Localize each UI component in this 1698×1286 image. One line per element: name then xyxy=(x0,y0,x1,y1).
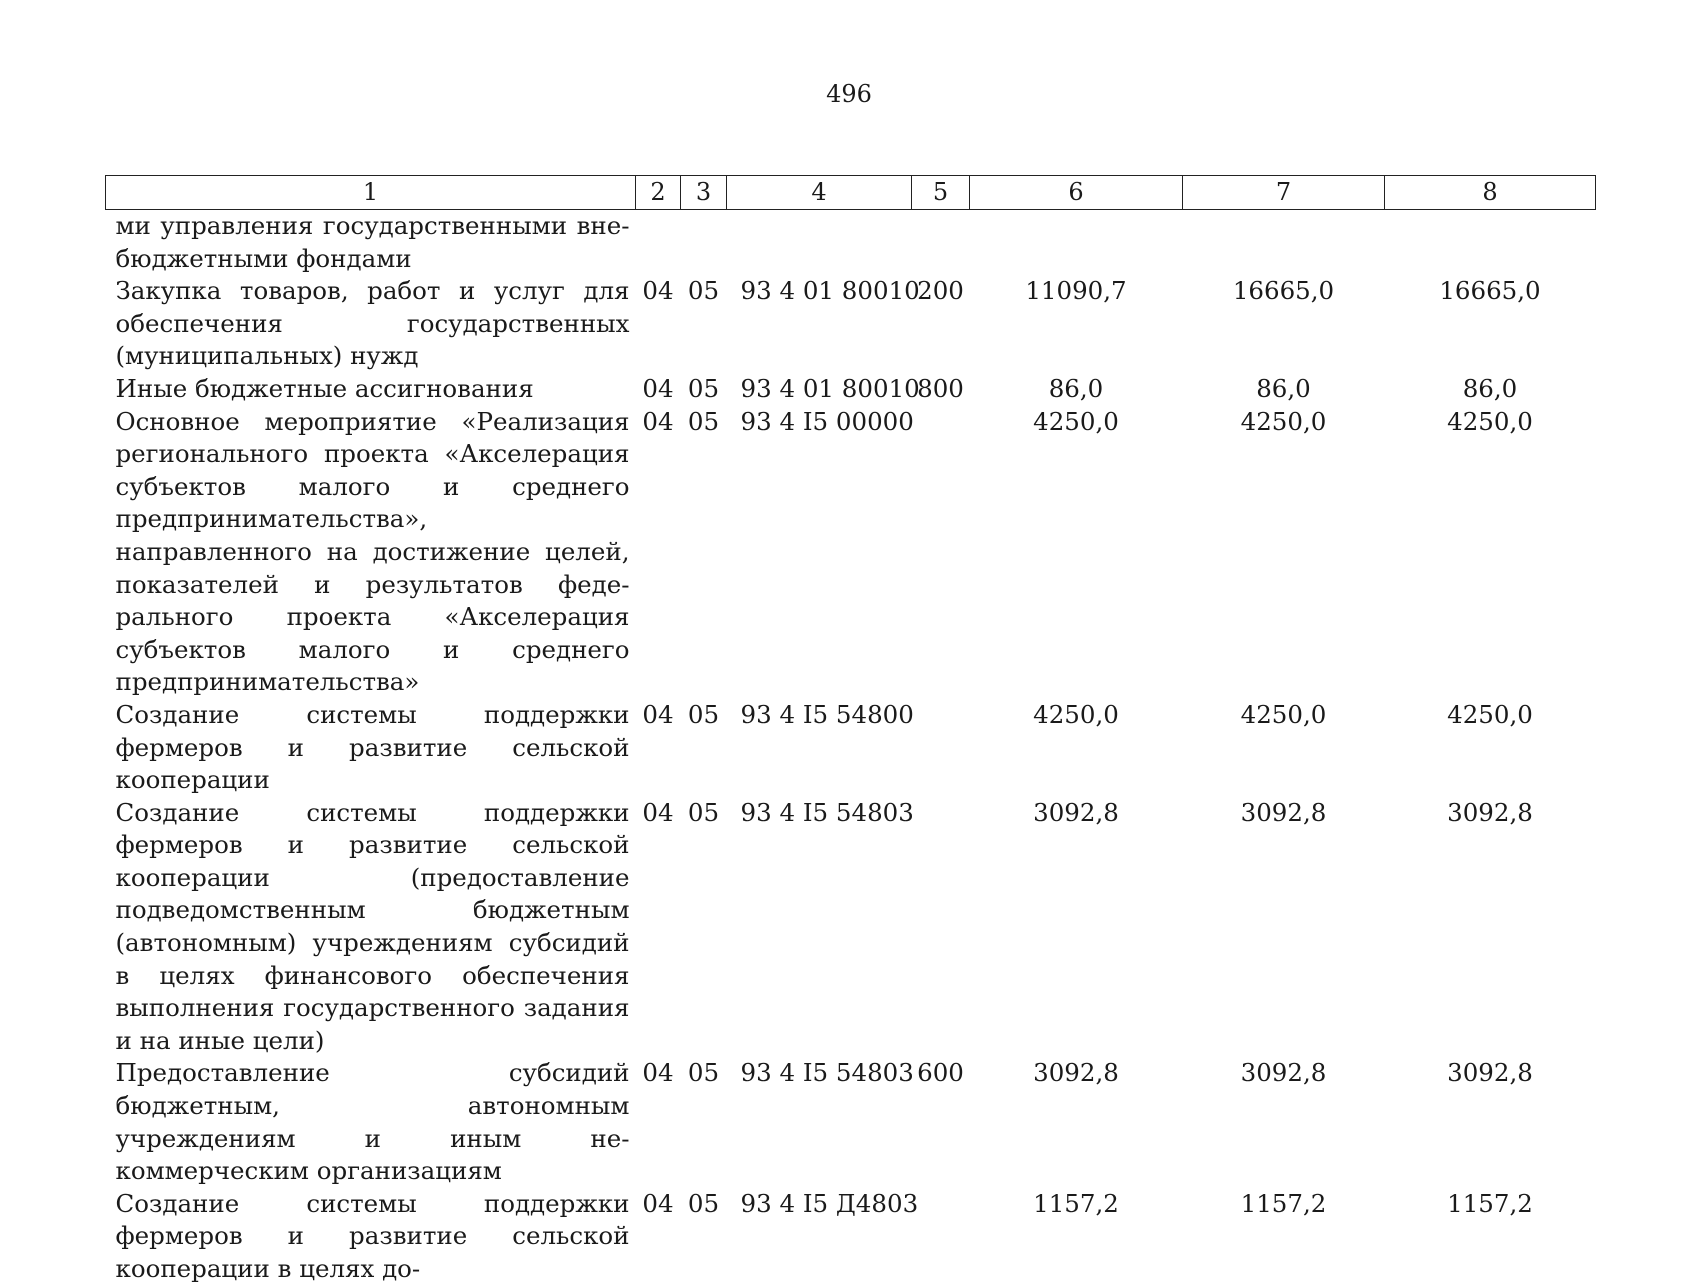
amount-col7: 3092,8 xyxy=(1240,1058,1327,1088)
amount-col8: 4250,0 xyxy=(1447,699,1533,729)
table-row xyxy=(106,797,1596,1058)
target-article-code: 93 4 I5 Д4803 xyxy=(740,1188,919,1218)
item-name: Закупка товаров, работ и услуг для обеспечения государственных (муниципальных) нужд xyxy=(115,276,630,371)
amount-col7: 16665,0 xyxy=(1232,276,1335,306)
column-header-7: 7 xyxy=(1183,176,1385,210)
subsection-code: 05 xyxy=(687,406,720,436)
subsection-code: 05 xyxy=(687,1188,720,1218)
column-header-8: 8 xyxy=(1385,176,1596,210)
table-header xyxy=(106,176,1596,210)
expense-type-code xyxy=(912,797,970,1058)
section-code: 04 xyxy=(642,1188,674,1218)
table-row xyxy=(106,406,1596,699)
table-row xyxy=(106,1188,1596,1286)
expense-type-code xyxy=(912,406,970,699)
target-article-code: 93 4 01 80010 xyxy=(740,373,920,403)
section-code: 04 xyxy=(642,699,674,729)
expense-type-code: 200 xyxy=(917,276,964,306)
amount-col6 xyxy=(970,210,1183,276)
item-name: Создание системы поддержки фермеров и развитие сельской кооперации (предоставление подведомственным бюджетным (автономным) учреждениям субсидий в целях финансового обеспечения выполнения государственного задания и на иные цели) xyxy=(115,797,630,1055)
amount-col7: 86,0 xyxy=(1256,373,1311,403)
header-row xyxy=(106,176,1596,210)
subsection-code xyxy=(681,210,727,276)
amount-col7 xyxy=(1183,210,1385,276)
column-header-1: 1 xyxy=(106,176,636,210)
section-code: 04 xyxy=(642,797,674,827)
amount-col8: 86,0 xyxy=(1462,373,1518,403)
amount-col6: 11090,7 xyxy=(1025,276,1127,306)
table-row xyxy=(106,1057,1596,1187)
subsection-code: 05 xyxy=(687,699,720,729)
amount-col8: 4250,0 xyxy=(1447,406,1533,436)
target-article-code: 93 4 I5 00000 xyxy=(740,406,914,436)
column-header-2: 2 xyxy=(636,176,681,210)
budget-table xyxy=(105,175,1596,1286)
expense-type-code xyxy=(912,1188,970,1286)
expense-type-code xyxy=(912,210,970,276)
target-article-code: 93 4 I5 54803 xyxy=(740,797,914,827)
amount-col7: 4250,0 xyxy=(1240,406,1327,436)
subsection-code: 05 xyxy=(687,276,720,306)
amount-col6: 86,0 xyxy=(1048,373,1104,403)
amount-col8: 3092,8 xyxy=(1447,1058,1533,1088)
table-body xyxy=(106,210,1596,1286)
amount-col6: 4250,0 xyxy=(1033,699,1119,729)
expense-type-code xyxy=(912,699,970,797)
amount-col8: 1157,2 xyxy=(1447,1188,1533,1218)
column-header-5: 5 xyxy=(912,176,970,210)
section-code xyxy=(636,210,681,276)
item-name: Создание системы поддержки фермеров и развитие сельской кооперации xyxy=(115,699,630,795)
section-code: 04 xyxy=(642,276,674,306)
target-article-code: 93 4 I5 54803 xyxy=(740,1058,914,1088)
item-name: Предоставление субсидий бюджетным, автономным учреждениям и иным некоммерческим организациям xyxy=(115,1058,630,1186)
amount-col7: 3092,8 xyxy=(1240,797,1327,827)
amount-col8: 16665,0 xyxy=(1439,276,1541,306)
page-number: 496 xyxy=(826,80,872,108)
expense-type-code: 600 xyxy=(917,1058,964,1088)
amount-col6: 1157,2 xyxy=(1033,1188,1119,1218)
amount-col7: 4250,0 xyxy=(1240,699,1327,729)
amount-col8: 3092,8 xyxy=(1447,797,1533,827)
column-header-6: 6 xyxy=(970,176,1183,210)
target-article-code: 93 4 01 80010 xyxy=(740,276,920,306)
column-header-4: 4 xyxy=(727,176,912,210)
amount-col8 xyxy=(1385,210,1596,276)
item-name: Создание системы поддержки фермеров и развитие сельской кооперации в целях до- xyxy=(115,1188,630,1283)
amount-col6: 3092,8 xyxy=(1033,797,1119,827)
target-article-code: 93 4 I5 54800 xyxy=(740,699,914,729)
item-name: ми управления государственными внебюджетными фондами xyxy=(115,211,630,273)
item-name: Иные бюджетные ассигнования xyxy=(115,373,534,403)
table-row xyxy=(106,210,1596,276)
table-row xyxy=(106,373,1596,406)
column-header-3: 3 xyxy=(681,176,727,210)
section-code: 04 xyxy=(642,373,674,403)
expense-type-code: 800 xyxy=(917,373,964,403)
section-code: 04 xyxy=(642,406,674,436)
amount-col7: 1157,2 xyxy=(1240,1188,1327,1218)
item-name: Основное мероприятие «Реализация регионального проекта «Акселерация субъектов малого и среднего предпринимательства», направленного на достижение целей, показателей и результатов федерального проекта «Акселерация субъектов малого и среднего предпринимательства» xyxy=(115,406,630,697)
table-row xyxy=(106,699,1596,797)
section-code: 04 xyxy=(642,1058,674,1088)
subsection-code: 05 xyxy=(687,797,720,827)
subsection-code: 05 xyxy=(687,1058,720,1088)
amount-col6: 3092,8 xyxy=(1033,1058,1119,1088)
table-row xyxy=(106,275,1596,373)
amount-col6: 4250,0 xyxy=(1033,406,1119,436)
target-article-code xyxy=(727,210,912,276)
subsection-code: 05 xyxy=(687,373,720,403)
